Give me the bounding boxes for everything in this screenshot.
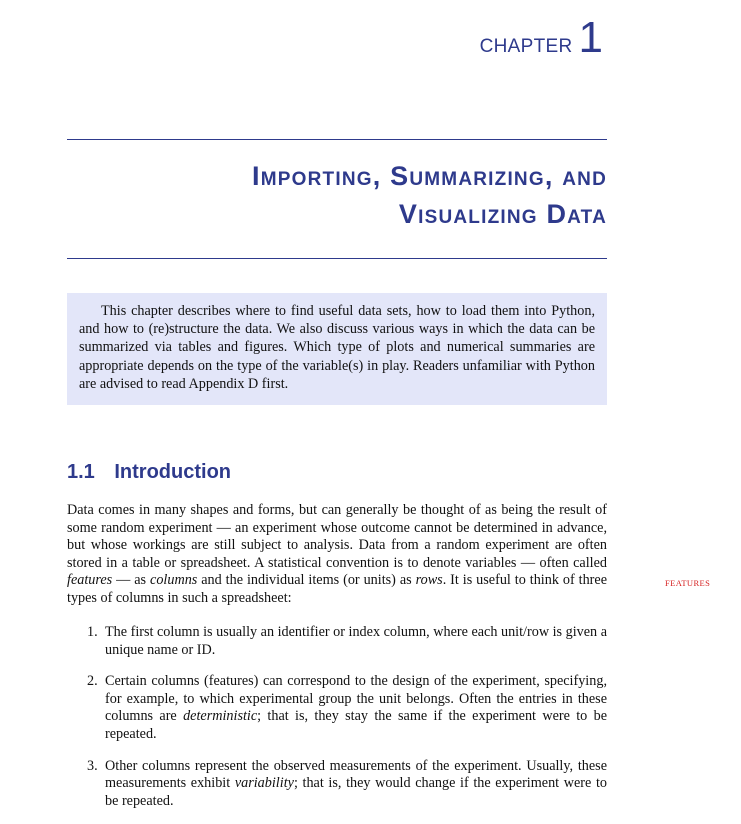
intro-paragraph — [67, 502, 607, 608]
intro-text-1: Data comes in many shapes and forms, but can generally be thought of as being the result of some random experiment — an experiment whose outcome cannot be determined in advance, but whose workings are still subject to analysis. Data from a random experiment are often stored in a table or spreadsheet. A statistical convention is to denote variables — often called — [67, 502, 607, 571]
intro-text-3: and the individual items (or units) as — [197, 572, 416, 589]
chapter-label — [479, 13, 603, 62]
chapter-word: CHAPTER — [479, 36, 573, 57]
chapter-title-line-2 — [252, 195, 607, 233]
intro-text-2: — as — [112, 572, 151, 589]
list-marker: 3. — [87, 757, 98, 774]
list-item — [67, 758, 607, 811]
list-item-text-end: ; that is, they would change if the experiment were to be repeated. — [105, 775, 607, 809]
intro-text-4: . It is useful to think of three types of columns in such a spreadsheet: — [67, 572, 607, 606]
list-item-text: The first column is usually an identifier or index column, where each unit/row is given a unique name or ID. — [105, 624, 607, 658]
list-item — [67, 624, 607, 659]
list-marker: 1. — [87, 624, 98, 640]
section-heading — [67, 461, 231, 484]
chapter-title-line-1 — [252, 157, 607, 195]
title-line1-text: Importing, Summarizing, and — [252, 161, 607, 191]
list-marker: 2. — [87, 673, 98, 690]
title-line2-text: Visualizing Data — [398, 199, 607, 229]
section-number: 1.1 — [67, 461, 95, 483]
margin-note-features: FEATURES — [665, 578, 711, 588]
chapter-title — [252, 157, 607, 233]
chapter-abstract: This chapter describes where to find useful data sets, how to load them into Python, and how to (re)structure the data. We also discuss various ways in which the data can be summarized via tables and figures. Which type of plots and numerical summaries are appropriate depends on the type of the variable(s) in play. Readers unfamiliar with Python are advised to read Appendix D first. — [67, 293, 607, 405]
term-columns: columns — [150, 572, 198, 589]
term-deterministic: deterministic — [183, 708, 258, 725]
bottom-rule — [67, 258, 607, 259]
term-features: features — [67, 572, 113, 589]
list-item — [67, 673, 607, 743]
list-item-text: Certain columns (features) can correspond to the design of the experiment, specifying, for example, to which experimental group the unit belongs. Often the entries in these columns are — [105, 673, 607, 725]
term-variability: variability — [234, 775, 294, 792]
list-item-text: Other columns represent the observed measurements of the experiment. Usually, these measurements exhibit — [105, 757, 607, 792]
chapter-number: 1 — [578, 13, 603, 62]
column-types-list — [67, 624, 607, 824]
top-rule — [67, 139, 607, 140]
list-item-text-end: ; that is, they stay the same if the experiment were to be repeated. — [105, 708, 607, 742]
section-title: Introduction — [114, 461, 232, 483]
term-rows: rows — [415, 572, 443, 589]
